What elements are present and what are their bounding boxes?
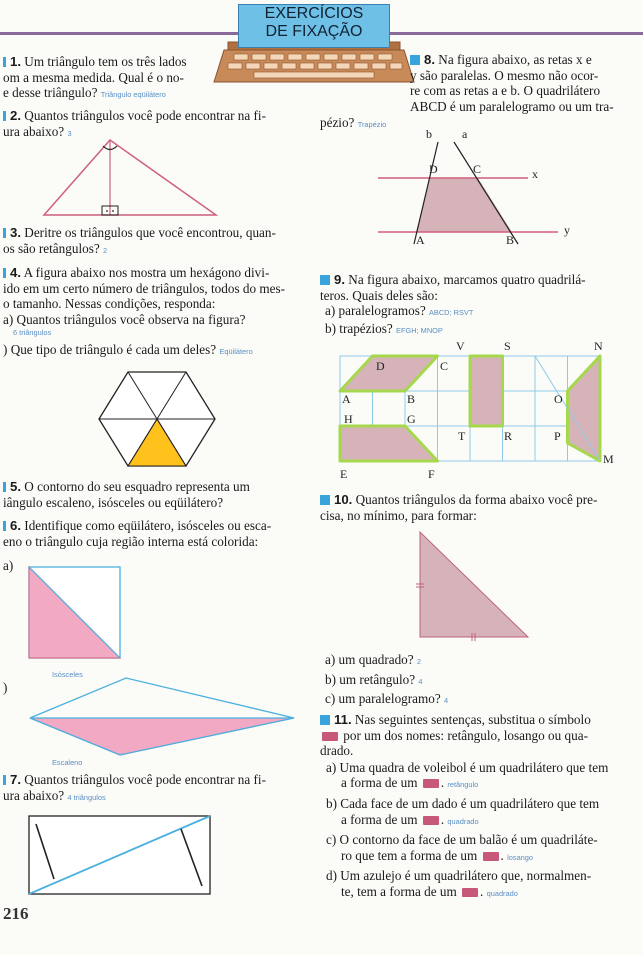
exercise-number: 1. bbox=[10, 54, 21, 69]
right-triangle-figure bbox=[40, 136, 230, 218]
exercise-text: Identifique como eqüilátero, isósceles ou esca- bbox=[24, 518, 272, 533]
exercise-text: pézio? bbox=[320, 115, 355, 130]
exercise-1 bbox=[3, 54, 203, 103]
exercise-text: O contorno do seu esquadro representa um bbox=[24, 479, 250, 494]
scalene-triangle-figure bbox=[28, 676, 298, 758]
point-label-a: A bbox=[416, 233, 425, 247]
right-isosceles-triangle-figure bbox=[418, 530, 533, 640]
exercise-9 bbox=[320, 272, 640, 338]
exercise-text: Na figura abaixo, as retas x e bbox=[438, 52, 592, 67]
answer-text: Eqüilátero bbox=[219, 347, 253, 357]
point-label-b: B bbox=[407, 392, 416, 406]
exercise-text: Deritre os triângulos que você encontrou, quan- bbox=[24, 225, 276, 240]
point-label-f: F bbox=[428, 467, 435, 481]
point-label-o: O bbox=[554, 392, 563, 406]
answer-text: Trapézio bbox=[357, 120, 387, 129]
point-label-s: S bbox=[504, 339, 511, 353]
point-label-v: V bbox=[456, 339, 465, 353]
exercise-number: 7. bbox=[10, 772, 21, 787]
exercise-marker bbox=[3, 482, 6, 492]
placeholder-symbol bbox=[423, 779, 439, 788]
exercise-marker bbox=[320, 275, 330, 285]
rectangle-diagonal-figure bbox=[28, 815, 212, 897]
answer-text: quadrado bbox=[447, 816, 479, 826]
exercise-marker bbox=[3, 268, 6, 278]
exercise-text: ura abaixo? bbox=[3, 123, 65, 139]
exercise-text: e desse triângulo? bbox=[3, 85, 98, 101]
question-c: c) um paralelogramo? bbox=[325, 691, 441, 706]
point-label-c: C bbox=[440, 359, 449, 373]
line-label-x: x bbox=[532, 167, 538, 181]
exercise-number: 2. bbox=[10, 108, 21, 123]
point-label-d: D bbox=[376, 359, 385, 373]
exercise-text: iângulo escaleno, isósceles ou eqüilátero? bbox=[3, 494, 224, 510]
exercise-6 bbox=[3, 518, 298, 549]
point-label-h: H bbox=[344, 412, 353, 426]
sentence-c-cont: ro que tem a forma de um bbox=[341, 847, 478, 863]
exercise-text: cisa, no mínimo, para formar: bbox=[320, 507, 477, 523]
exercise-text: por um dos nomes: retângulo, losango ou qua- bbox=[343, 727, 588, 743]
exercise-text: Quantos triângulos da forma abaixo você pre- bbox=[355, 492, 598, 507]
point-label-e: E bbox=[340, 467, 348, 481]
section-title bbox=[238, 4, 390, 48]
exercise-3 bbox=[3, 225, 298, 258]
sentence-b: b) Cada face de um dado é um quadrilátero que tem bbox=[326, 795, 600, 811]
answer-text: 3 bbox=[67, 128, 72, 138]
exercise-4 bbox=[3, 265, 298, 360]
sentence-b-cont: a forma de um bbox=[341, 811, 418, 827]
exercise-text: Nas seguintes sentenças, substitua o símbolo bbox=[354, 712, 591, 727]
answer-text: ABCD; RSVT bbox=[428, 308, 474, 318]
sentence-a-cont: a forma de um bbox=[341, 775, 418, 791]
point-label-p: P bbox=[554, 429, 561, 443]
exercise-11: 11. Nas seguintes sentenças, substitua o símbolo por um dos nomes: retângulo, losango ou qua- drado. a) Uma quadra de voleibol é um quadrilátero que tem a forma de um . retângulo b) Cada face de um dado é um quadrilátero que tem a forma de um . quadrado c) O contorno da face de um balão é um quadriláte- ro que tem a forma de um . losango d) Um azulejo é um quadrilátero que, normalmen- te, tem a forma de um . quadrado bbox=[320, 712, 642, 902]
question-b: b) trapézios? bbox=[325, 320, 393, 336]
quadrilaterals-grid-figure bbox=[340, 338, 643, 488]
point-label-m: M bbox=[603, 452, 614, 466]
line-label-a: a bbox=[462, 127, 468, 141]
exercise-number: 3. bbox=[10, 225, 21, 240]
placeholder-symbol bbox=[322, 732, 338, 741]
page-number: 216 bbox=[3, 904, 29, 923]
exercise-marker bbox=[3, 111, 6, 121]
answer-text: 4 triângulos bbox=[67, 792, 106, 802]
exercise-number: 10. bbox=[334, 492, 353, 507]
exercise-text: eno o triângulo cuja região interna está colorida: bbox=[3, 533, 259, 549]
exercise-text: os são retângulos? bbox=[3, 240, 100, 256]
point-label-a: A bbox=[342, 392, 351, 406]
line-label-b: b bbox=[426, 127, 432, 141]
placeholder-symbol bbox=[483, 852, 499, 861]
exercise-text: drado. bbox=[320, 743, 354, 759]
exercise-marker bbox=[320, 495, 330, 505]
exercise-text: o tamanho. Nessas condições, responda: bbox=[3, 296, 216, 312]
point-label-r: R bbox=[504, 429, 513, 443]
answer-text: 6 triângulos bbox=[13, 328, 52, 338]
exercise-text: teros. Quais deles são: bbox=[320, 287, 438, 303]
answer-text: 4 bbox=[418, 676, 423, 686]
exercise-8-continued bbox=[320, 115, 386, 133]
exercise-number: 9. bbox=[334, 272, 345, 287]
exercise-text: ABCD é um paralelogramo ou um tra- bbox=[410, 98, 614, 114]
sentence-d: d) Um azulejo é um quadrilátero que, normalmen- bbox=[326, 868, 592, 884]
exercise-6-a-label: a) bbox=[3, 558, 14, 573]
answer-text: losango bbox=[507, 852, 534, 862]
section-title-line-2: DE FIXAÇÃO bbox=[265, 23, 363, 40]
exercise-number: 8. bbox=[424, 52, 435, 67]
answer-text: 2 bbox=[416, 657, 422, 666]
answer-text: Escaleno bbox=[52, 758, 83, 767]
section-title-line-1: EXERCÍCIOS bbox=[264, 5, 364, 22]
exercise-7 bbox=[3, 772, 298, 805]
exercise-number: 4. bbox=[10, 265, 21, 280]
point-label-b: B bbox=[506, 233, 515, 247]
answer-text: Triângulo eqüilátero bbox=[100, 90, 166, 100]
question-a: a) paralelogramos? bbox=[325, 303, 426, 319]
exercise-marker bbox=[3, 57, 6, 67]
answer-text: 4 bbox=[444, 696, 449, 705]
exercise-marker bbox=[410, 55, 420, 65]
question-a: a) um quadrado? bbox=[325, 652, 414, 667]
exercise-marker bbox=[3, 521, 6, 531]
placeholder-symbol bbox=[423, 816, 439, 825]
exercise-text: Um triângulo tem os três lados bbox=[24, 54, 187, 69]
point-label-c: C bbox=[473, 162, 482, 176]
question-a: a) Quantos triângulos você observa na figura? bbox=[3, 311, 246, 327]
exercise-5 bbox=[3, 479, 298, 510]
isosceles-triangle-figure bbox=[28, 566, 122, 662]
answer-text: 2 bbox=[102, 245, 108, 255]
point-label-g: G bbox=[407, 412, 416, 426]
question-b: ) Que tipo de triângulo é cada um deles? bbox=[3, 342, 217, 358]
answer-text: EFGH; MNOP bbox=[396, 325, 443, 335]
exercise-number: 6. bbox=[10, 518, 21, 533]
answer-text: retângulo bbox=[447, 780, 479, 790]
exercise-10 bbox=[320, 492, 640, 523]
exercise-marker bbox=[3, 228, 6, 238]
point-label-n: N bbox=[594, 339, 603, 353]
point-label-d: D bbox=[429, 162, 438, 176]
answer-text: quadrado bbox=[486, 888, 518, 898]
line-label-y: y bbox=[564, 223, 570, 237]
sentence-a: a) Uma quadra de voleibol é um quadrilátero que tem bbox=[326, 759, 609, 775]
question-b: b) um retângulo? bbox=[325, 671, 416, 687]
exercise-number: 11. bbox=[334, 712, 352, 727]
exercise-6-b-label: ) bbox=[3, 680, 8, 695]
exercise-text: ido em um certo número de triângulos, todos do mes- bbox=[3, 280, 286, 296]
placeholder-symbol bbox=[462, 888, 478, 897]
exercise-10-questions bbox=[325, 651, 625, 710]
exercise-number: 5. bbox=[10, 479, 21, 494]
point-label-t: T bbox=[458, 429, 466, 443]
exercise-text: Quantos triângulos você pode encontrar na fi- bbox=[24, 108, 266, 123]
answer-text: Isósceles bbox=[52, 670, 83, 679]
sentence-c: c) O contorno da face de um balão é um quadriláte- bbox=[326, 832, 598, 848]
hexagon-figure bbox=[98, 371, 216, 467]
trapezoid-parallel-lines-figure bbox=[378, 128, 578, 250]
exercise-text: ura abaixo? bbox=[3, 787, 65, 803]
exercise-8 bbox=[410, 52, 642, 114]
sentence-d-cont: te, tem a forma de um bbox=[341, 883, 457, 899]
exercise-text: om a mesma medida. Qual é o no- bbox=[3, 69, 184, 85]
exercise-text: re com as retas a e b. O quadrilátero bbox=[410, 83, 601, 99]
exercise-text: Quantos triângulos você pode encontrar na fi- bbox=[24, 772, 266, 787]
exercise-text: y são paralelas. O mesmo não ocor- bbox=[410, 67, 599, 83]
exercise-text: A figura abaixo nos mostra um hexágono divi- bbox=[23, 265, 270, 280]
exercise-marker bbox=[320, 715, 330, 725]
exercise-text: Na figura abaixo, marcamos quatro quadrilá- bbox=[348, 272, 586, 287]
exercise-marker bbox=[3, 775, 6, 785]
